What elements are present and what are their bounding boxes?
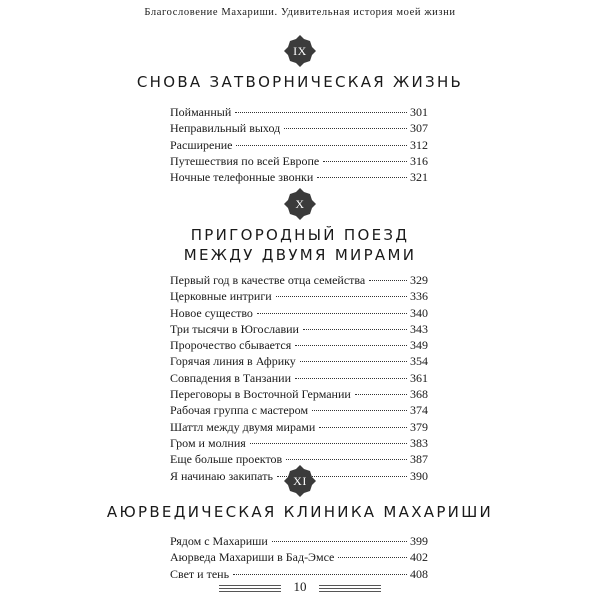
entry-title: Новое существо xyxy=(170,305,253,320)
entry-page: 379 xyxy=(410,419,428,434)
chapter-number-badge xyxy=(284,188,316,220)
dot-leader xyxy=(250,443,407,444)
chapter-numeral: IX xyxy=(293,44,307,58)
entry-title: Первый год в качестве отца семейства xyxy=(170,273,366,287)
dot-leader xyxy=(355,394,407,395)
entry-page: 321 xyxy=(410,170,428,185)
dot-leader xyxy=(286,459,407,460)
dot-leader xyxy=(323,161,407,162)
entry-page: 349 xyxy=(410,338,428,353)
entry-page: 336 xyxy=(410,289,428,304)
dot-leader xyxy=(319,427,407,428)
entry-title: Рядом с Махариши xyxy=(170,534,268,548)
chapter-title xyxy=(0,225,600,265)
dot-leader xyxy=(257,313,407,314)
toc-entry xyxy=(170,353,428,369)
toc-entry xyxy=(170,137,428,153)
toc-entry xyxy=(170,402,428,418)
toc-list xyxy=(170,533,428,582)
entry-title: Путешествия по всей Европе xyxy=(170,153,320,168)
chapter-number-badge xyxy=(284,35,316,67)
entry-title: Пойманный xyxy=(170,105,232,119)
chapter-number-badge xyxy=(284,465,316,497)
entry-page: 399 xyxy=(410,534,428,548)
toc-entry xyxy=(170,419,428,435)
entry-page: 316 xyxy=(410,153,428,168)
entry-page: 354 xyxy=(410,354,428,369)
chapter-title-line: СНОВА ЗАТВОРНИЧЕСКАЯ ЖИЗНЬ xyxy=(136,73,464,91)
chapter-title xyxy=(0,502,600,522)
dot-leader xyxy=(276,296,407,297)
toc-list xyxy=(170,104,428,185)
entry-title: Совпадения в Танзании xyxy=(170,370,291,385)
page-number: 10 xyxy=(293,579,307,594)
entry-title: Гром и молния xyxy=(170,435,246,450)
dot-leader xyxy=(236,145,407,146)
entry-page: 390 xyxy=(410,468,428,483)
entry-page: 312 xyxy=(410,137,428,152)
dot-leader xyxy=(338,557,407,558)
toc-list xyxy=(170,272,428,484)
toc-entry xyxy=(170,272,428,288)
chapter-title-line: АЮРВЕДИЧЕСКАЯ КЛИНИКА МАХАРИШИ xyxy=(106,503,494,521)
entry-title: Расширение xyxy=(170,137,233,152)
toc-entry xyxy=(170,321,428,337)
entry-title: Я начинаю закипать xyxy=(170,468,273,483)
entry-title: Аюрведа Махариши в Бад-Эмсе xyxy=(170,550,335,565)
dot-leader xyxy=(284,128,407,129)
entry-page: 340 xyxy=(410,305,428,320)
entry-title: Рабочая группа с мастером xyxy=(170,403,309,418)
toc-entry xyxy=(170,104,428,120)
entry-page: 374 xyxy=(410,403,428,418)
entry-title: Церковные интриги xyxy=(170,289,272,304)
toc-entry xyxy=(170,120,428,136)
dot-leader xyxy=(317,177,407,178)
dot-leader xyxy=(312,410,407,411)
toc-entry xyxy=(170,169,428,185)
entry-title: Еще больше проектов xyxy=(170,452,283,467)
toc-entry xyxy=(170,305,428,321)
dot-leader xyxy=(295,378,407,379)
entry-page: 307 xyxy=(410,121,428,136)
entry-title: Ночные телефонные звонки xyxy=(170,170,314,185)
entry-page: 383 xyxy=(410,435,428,450)
dot-leader xyxy=(272,541,407,542)
entry-page: 301 xyxy=(410,105,428,119)
entry-title: Неправильный выход xyxy=(170,121,281,136)
entry-page: 329 xyxy=(410,273,428,287)
toc-entry xyxy=(170,370,428,386)
entry-title: Переговоры в Восточной Германии xyxy=(170,387,351,402)
entry-title: Шаттл между двумя мирами xyxy=(170,419,316,434)
dot-leader xyxy=(233,574,407,575)
entry-title: Три тысячи в Югославии xyxy=(170,321,299,336)
toc-entry xyxy=(170,288,428,304)
dot-leader xyxy=(303,329,407,330)
entry-page: 408 xyxy=(410,566,428,581)
toc-entry xyxy=(170,153,428,169)
entry-page: 387 xyxy=(410,452,428,467)
entry-title: Горячая линия в Африку xyxy=(170,354,296,369)
entry-page: 368 xyxy=(410,387,428,402)
entry-page: 361 xyxy=(410,370,428,385)
toc-entry xyxy=(170,549,428,565)
dot-leader xyxy=(300,361,407,362)
toc-entry xyxy=(170,435,428,451)
chapter-title-line: ПРИГОРОДНЫЙ ПОЕЗД xyxy=(190,226,410,244)
entry-page: 402 xyxy=(410,550,428,565)
toc-entry xyxy=(170,386,428,402)
entry-page: 343 xyxy=(410,321,428,336)
dot-leader xyxy=(369,280,407,281)
dot-leader xyxy=(295,345,407,346)
footer-ornament xyxy=(319,585,381,592)
dot-leader xyxy=(235,112,407,113)
toc-entry xyxy=(170,337,428,353)
chapter-numeral: XI xyxy=(293,474,307,488)
chapter-title-line: МЕЖДУ ДВУМЯ МИРАМИ xyxy=(183,246,417,264)
entry-title: Пророчество сбывается xyxy=(170,338,292,353)
entry-title: Свет и тень xyxy=(170,566,230,581)
toc-entry xyxy=(170,533,428,549)
chapter-title xyxy=(0,72,600,92)
chapter-numeral: X xyxy=(295,197,305,211)
page-footer xyxy=(0,578,600,598)
running-header: Благословение Махариши. Удивительная история моей жизни xyxy=(144,7,456,18)
